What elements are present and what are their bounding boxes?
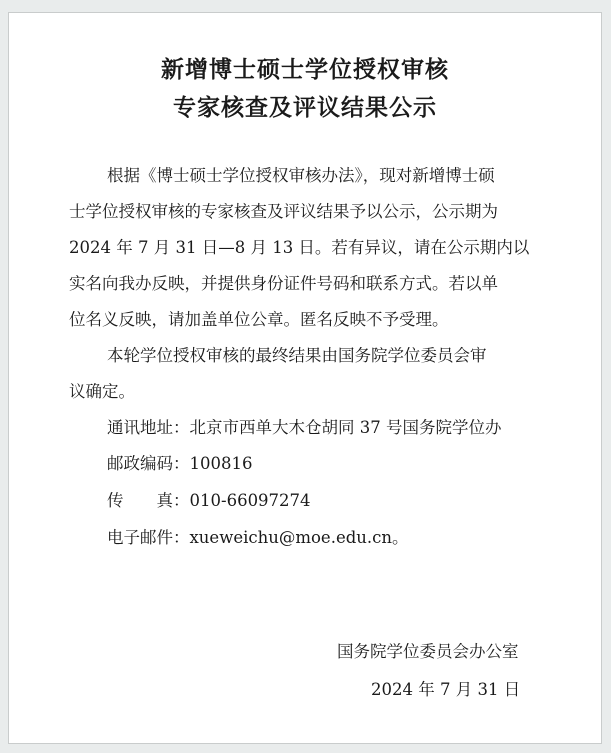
signature-date: 2024 年 7 月 31 日 xyxy=(371,680,521,699)
contact-postal: 邮政编码：100816 xyxy=(107,454,253,473)
para1-line-3: 2024 年 7 月 31 日—8 月 13 日。若有异议，请在公示期内以 xyxy=(69,238,530,257)
title-line-1: 新增博士硕士学位授权审核 xyxy=(161,56,449,83)
para2-line-2: 议确定。 xyxy=(69,382,135,401)
contact-fax: 传 真：010-66097274 xyxy=(107,491,311,510)
para2-line-1: 本轮学位授权审核的最终结果由国务院学位委员会审 xyxy=(107,346,487,365)
title-line-2: 专家核查及评议结果公示 xyxy=(173,94,437,121)
contact-email: 电子邮件：xueweichu@moe.edu.cn。 xyxy=(107,528,409,547)
para1-line-4: 实名向我办反映，并提供身份证件号码和联系方式。若以单 xyxy=(69,274,498,293)
para1-line-5: 位名义反映，请加盖单位公章。匿名反映不予受理。 xyxy=(69,310,449,329)
notice-document xyxy=(8,12,602,744)
contact-address: 通讯地址：北京市西单大木仓胡同 37 号国务院学位办 xyxy=(107,418,502,437)
para1-line-1: 根据《博士硕士学位授权审核办法》，现对新增博士硕 xyxy=(107,166,495,185)
para1-line-2: 士学位授权审核的专家核查及评议结果予以公示，公示期为 xyxy=(69,202,498,221)
signature-org: 国务院学位委员会办公室 xyxy=(337,642,519,661)
